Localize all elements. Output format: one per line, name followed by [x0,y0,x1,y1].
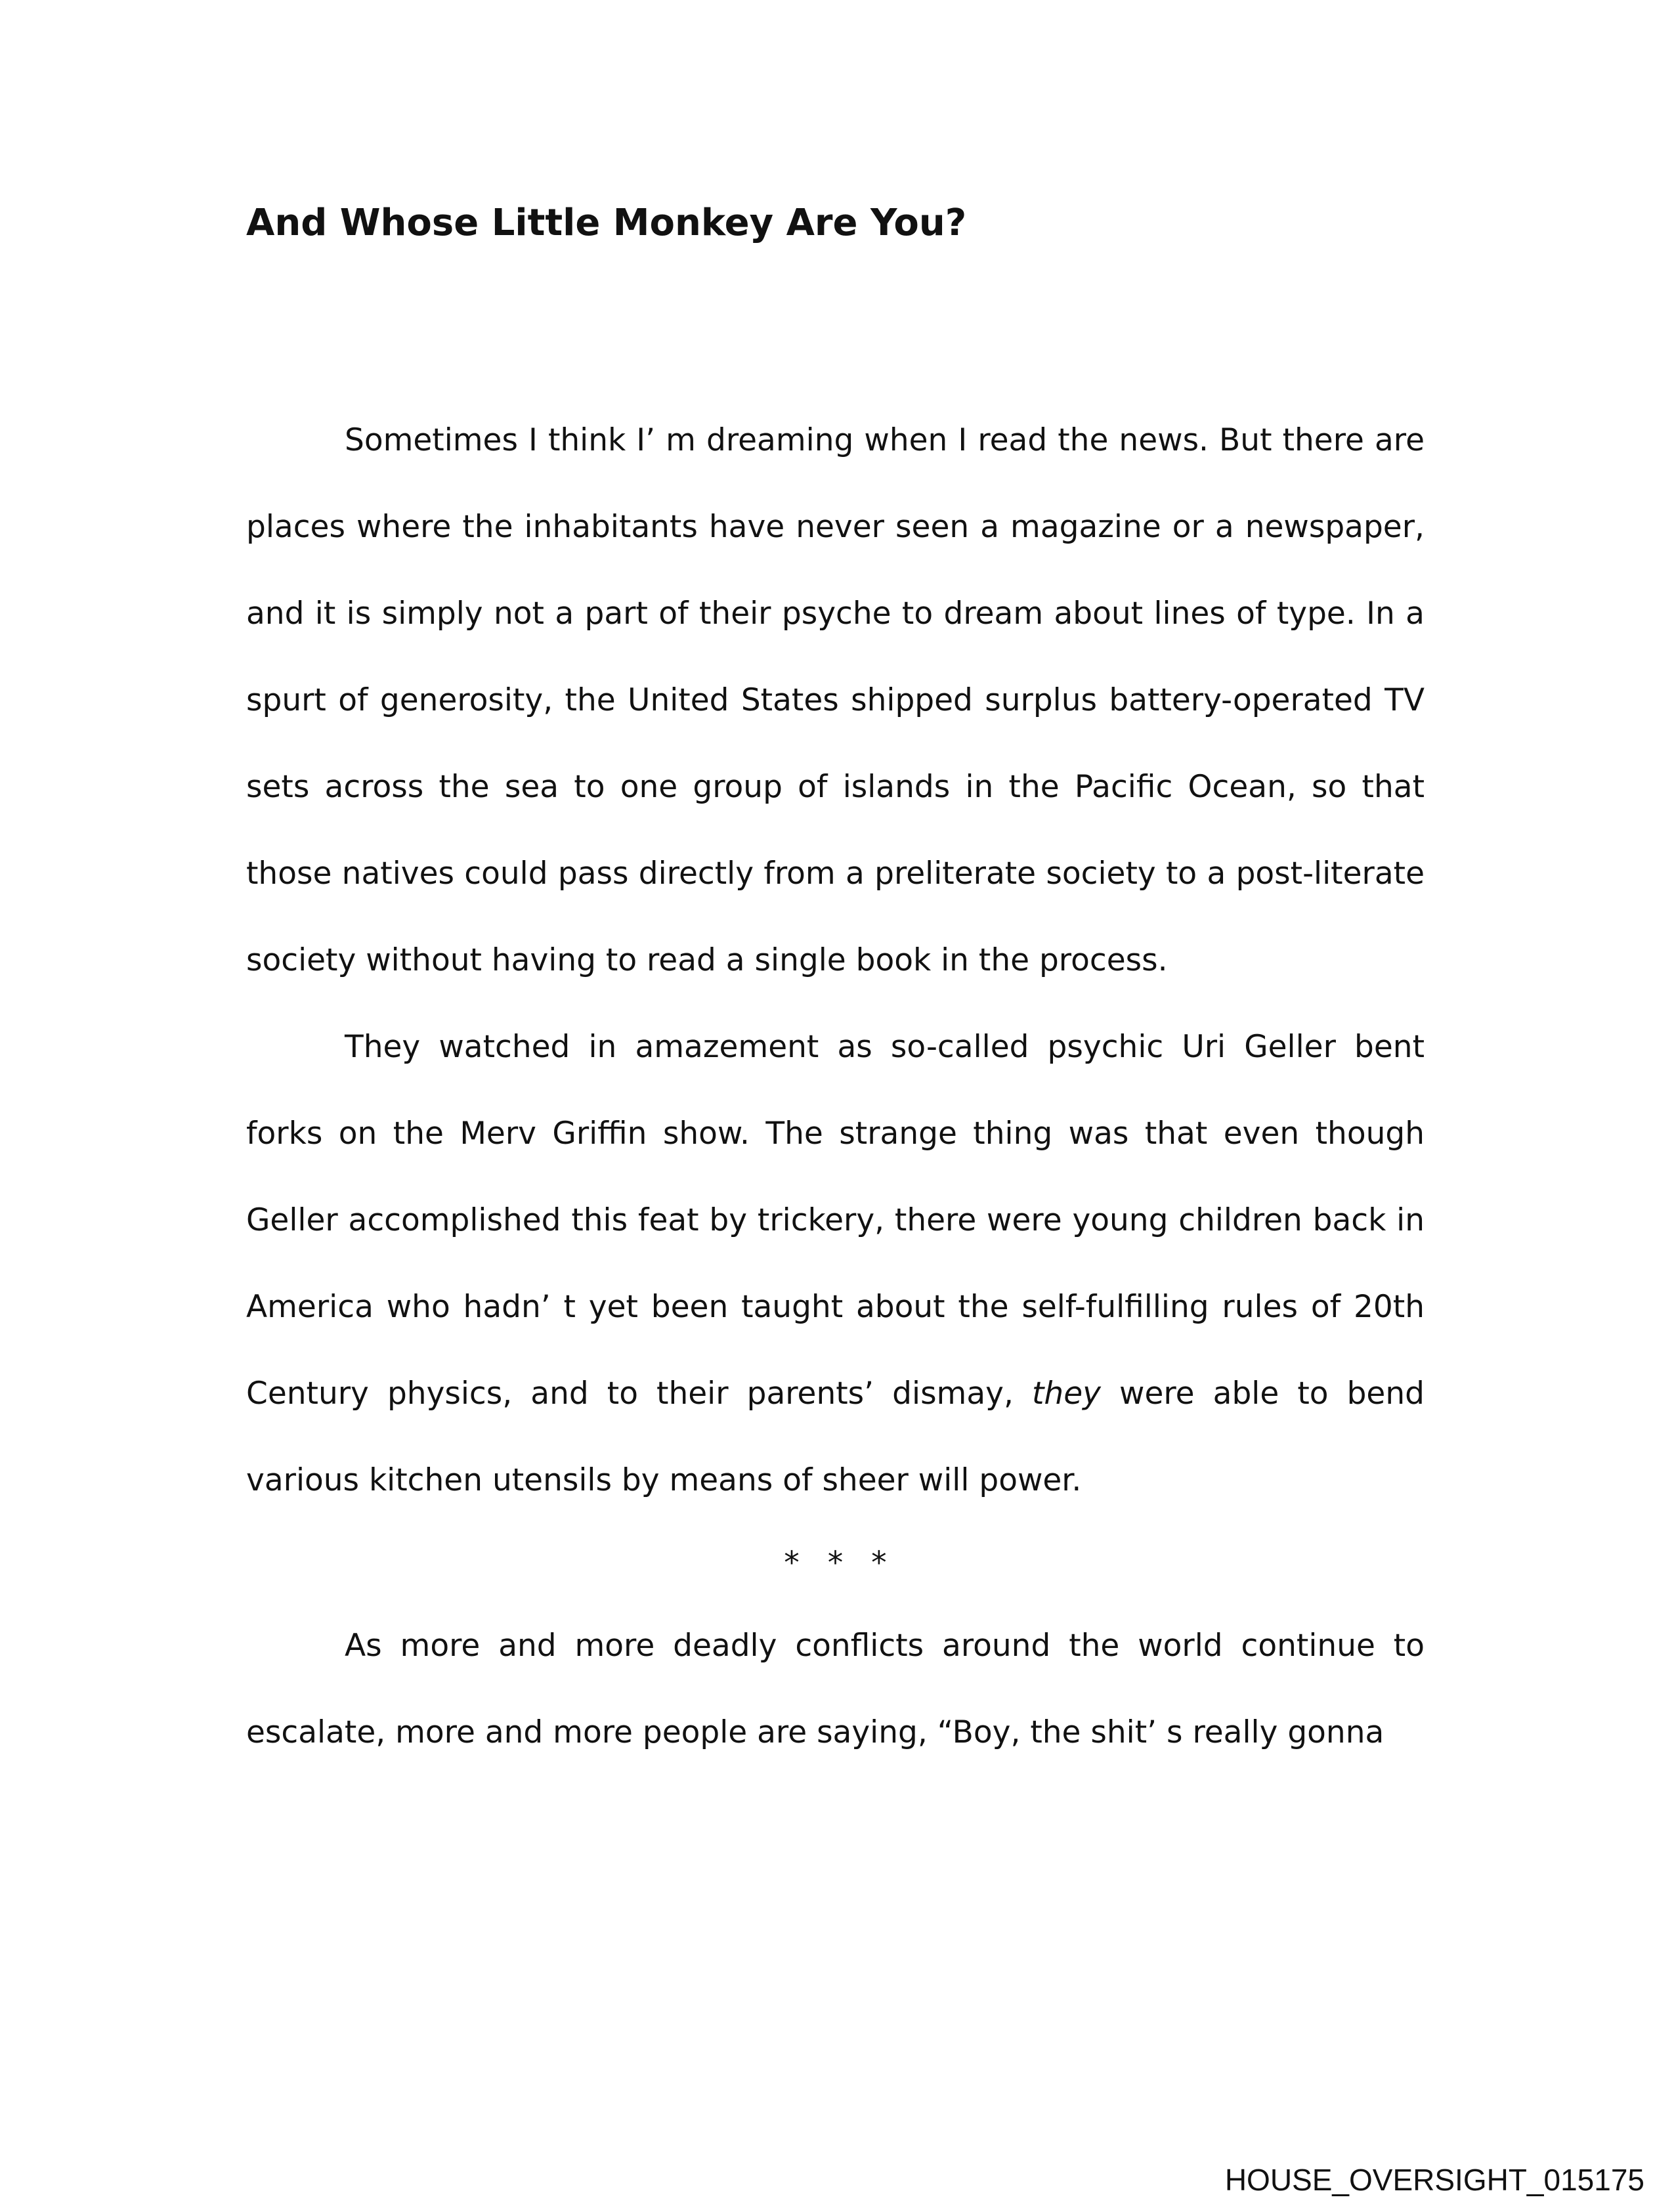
paragraph-uri-geller-ending: were able to bend various kitchen utensils by means of sheer will power. [246,1376,1425,1498]
body-text [246,397,1425,1776]
section-separator: * * * [784,1545,887,1581]
paragraph-uri-geller-text: They watched in amazement as so-called psychic Uri Geller bent forks on the Merv Griffin show. The strange thing was that even though Geller accomplished this feat by trickery, there were young children back in America who hadn’ t yet been taught about the self-fulfilling rules of 20th Century physics, and to their parents’ dismay, [246,1029,1425,1412]
page-title: And Whose Little Monkey Are You? [246,202,967,244]
paragraph-uri-geller [246,1004,1425,1524]
paragraph-news-dream: Sometimes I think I’ m dreaming when I read the news. But there are places where the inhabitants have never seen a magazine or a newspaper, and it is simply not a part of their psyche to dream about lines of type. In a spurt of generosity, the United States shipped surplus battery-operated TV sets across the sea to one group of islands in the Pacific Ocean, so that those natives could pass directly from a preliterate society to a post-literate society without having to read a single book in the process. [246,422,1425,978]
paragraph-deadly-conflicts: As more and more deadly conflicts around the world continue to escalate, more and more people are saying, “Boy, the shit’ s really gonna [246,1628,1425,1750]
italic-emphasis-word: they [1031,1376,1101,1412]
bates-number: HOUSE_OVERSIGHT_015175 [1224,2163,1644,2197]
